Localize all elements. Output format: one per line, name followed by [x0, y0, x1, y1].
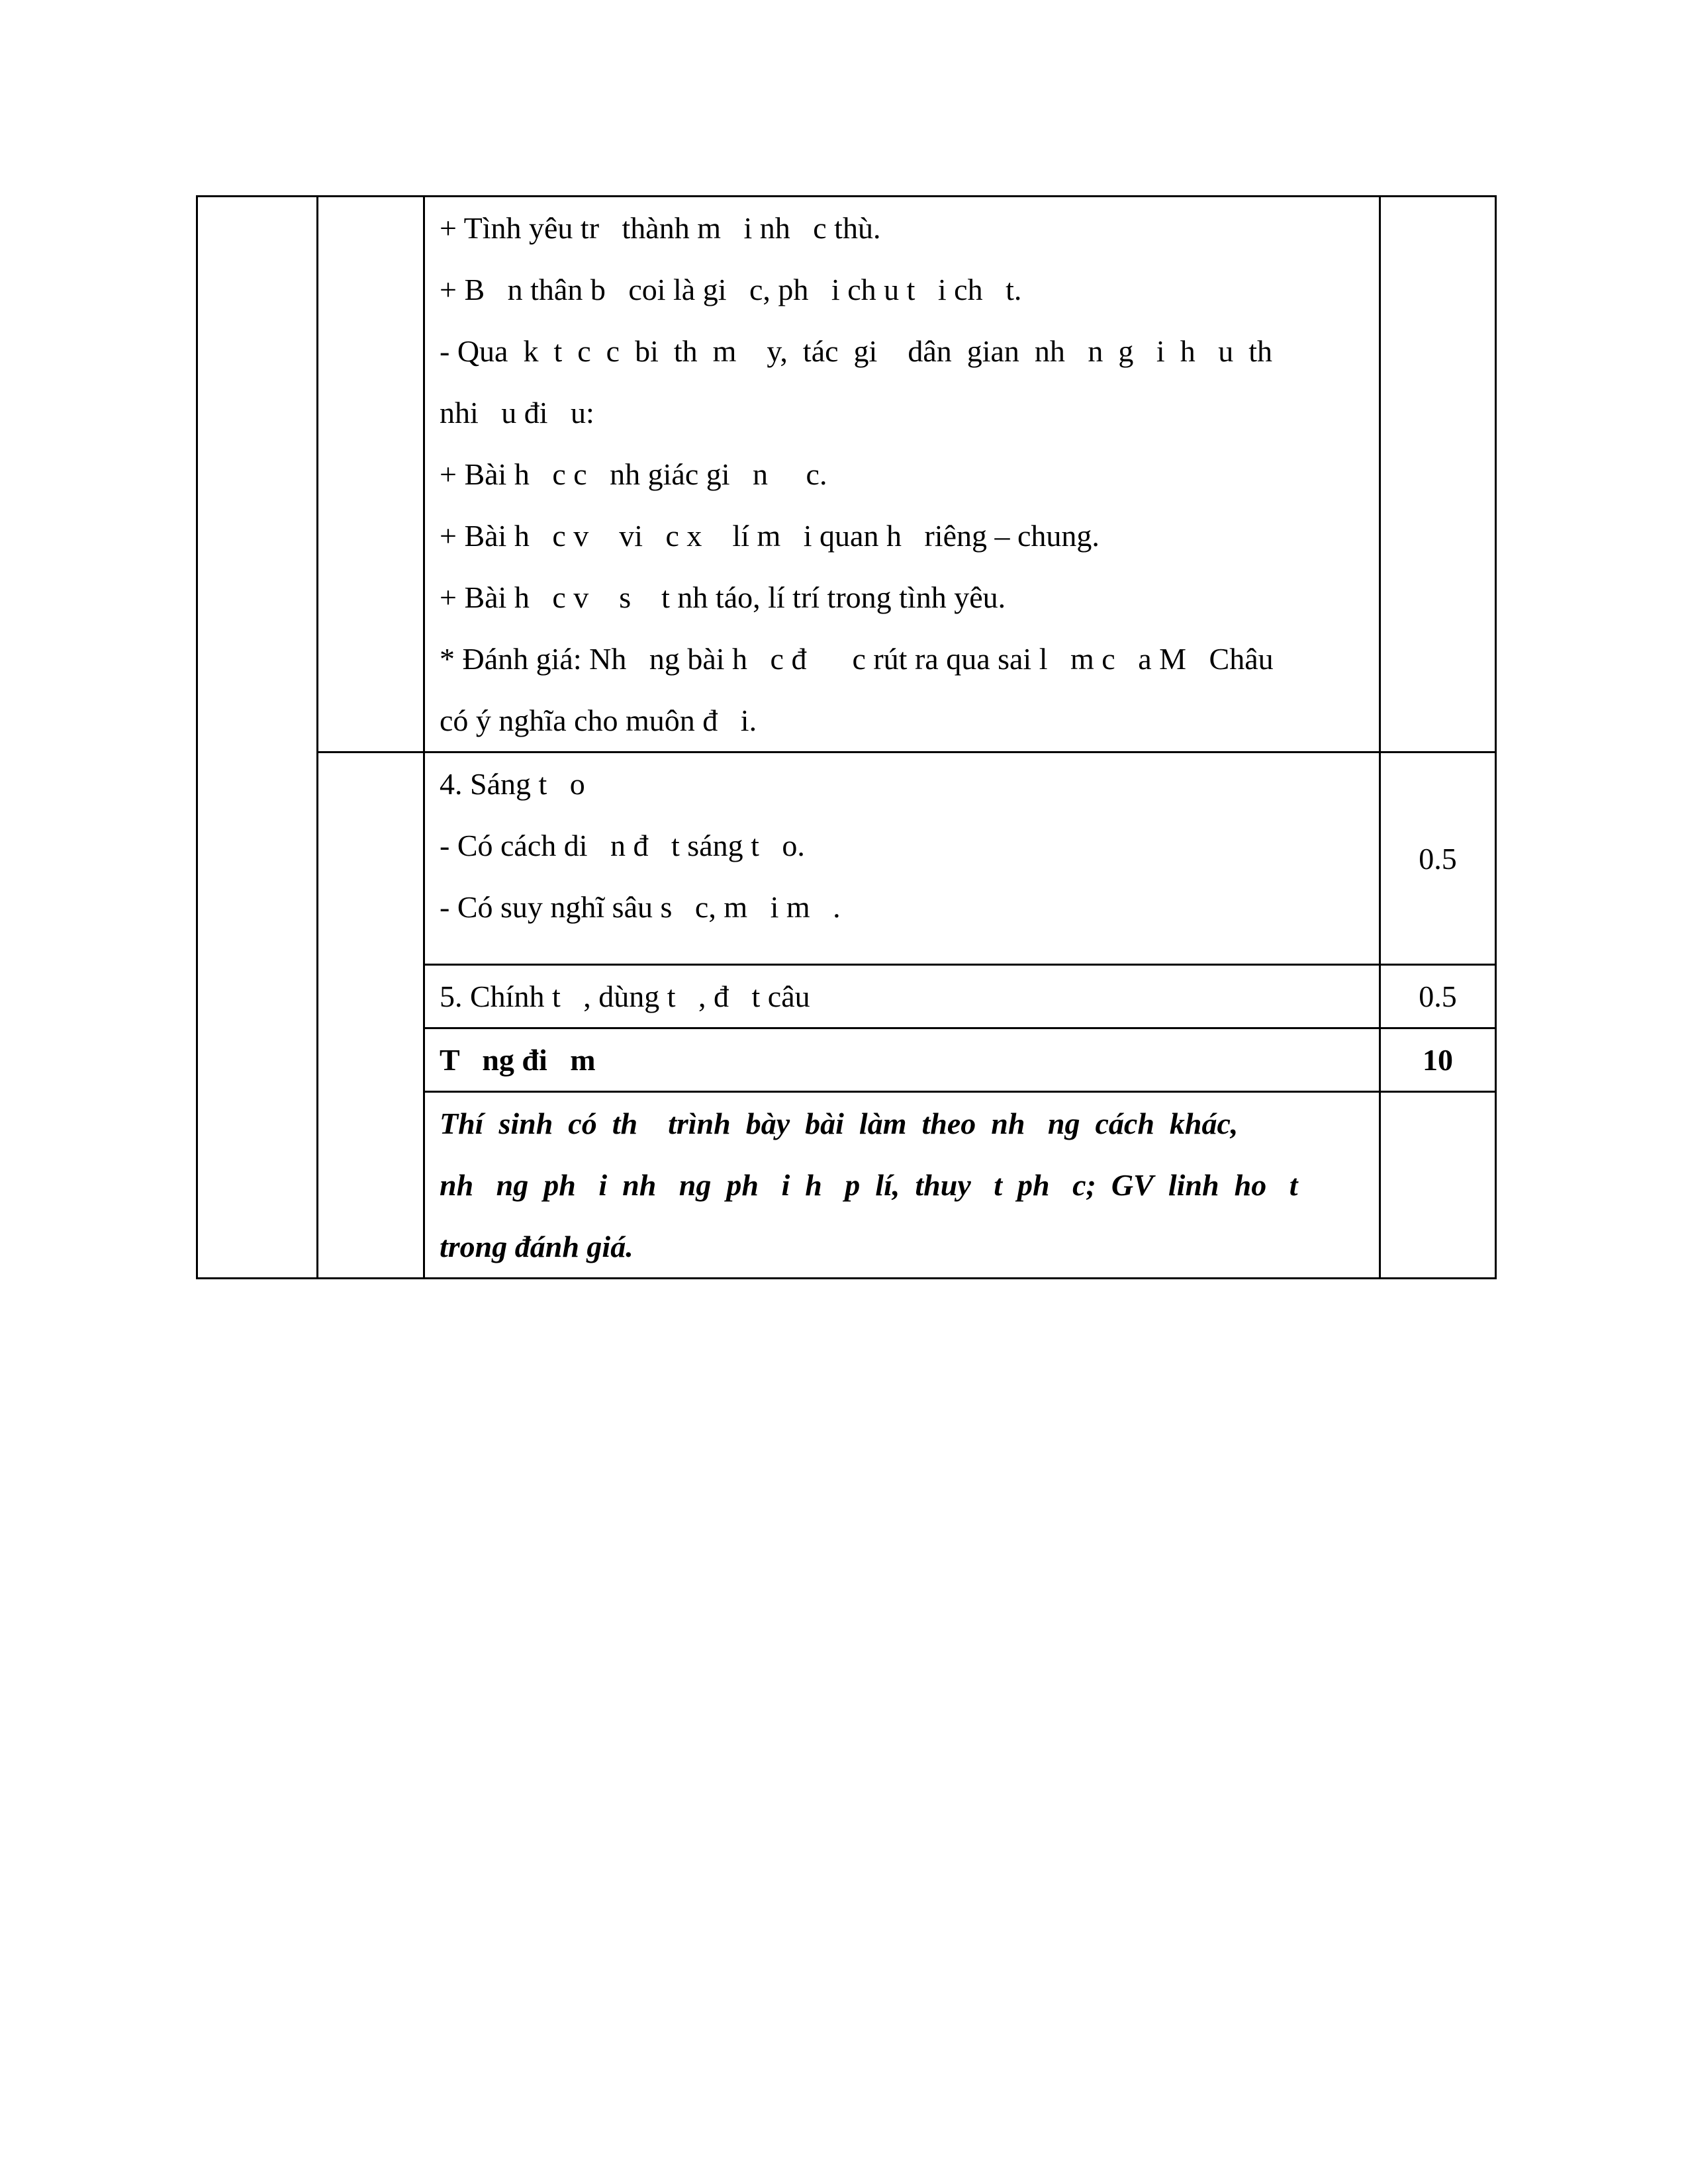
- lessons-score-cell: [1380, 197, 1496, 752]
- lesson-line: nhi u đi u:: [440, 396, 594, 430]
- total-label: T ng đi m: [440, 1043, 596, 1077]
- lesson-line: + Bài h c v vi c x lí m i quan h riêng – chung.: [440, 519, 1100, 553]
- lesson-line: - Qua k t c c bi th m y, tác gi dân gian nh n g i h u th: [440, 334, 1272, 368]
- creativity-content-cell: [424, 752, 1380, 965]
- table-row-creativity: [197, 752, 1496, 965]
- total-label-cell: [424, 1028, 1380, 1092]
- lesson-line: + B n thân b coi là gi c, ph i ch u t i ch t.: [440, 273, 1022, 306]
- note-content-cell: [424, 1092, 1380, 1279]
- lesson-line: + Tình yêu tr thành m i nh c thù.: [440, 211, 881, 245]
- total-score: 10: [1380, 1028, 1496, 1092]
- note-line: trong đánh giá.: [440, 1230, 633, 1263]
- spelling-score: 0.5: [1380, 965, 1496, 1028]
- lesson-line: + Bài h c v s t nh táo, lí trí trong tình yêu.: [440, 580, 1006, 614]
- note-score-cell: [1380, 1092, 1496, 1279]
- creativity-line: - Có suy nghĩ sâu s c, m i m .: [440, 890, 841, 924]
- note-line: nh ng ph i nh ng ph i h p lí, thuy t ph c; GV linh ho t: [440, 1168, 1298, 1202]
- lesson-line: * Đánh giá: Nh ng bài h c đ c rút ra qua sai l m c a M Châu: [440, 642, 1274, 676]
- second-column-cell: [318, 752, 424, 1279]
- second-column-cell: [318, 197, 424, 752]
- lesson-line: + Bài h c c nh giác gi n c.: [440, 457, 827, 491]
- lesson-line: có ý nghĩa cho muôn đ i.: [440, 704, 757, 737]
- table-row-lessons: [197, 197, 1496, 752]
- creativity-heading: 4. Sáng t o: [440, 767, 585, 801]
- lessons-content-cell: [424, 197, 1380, 752]
- spelling-content-cell: [424, 965, 1380, 1028]
- note-line: Thí sinh có th trình bày bài làm theo nh ng cách khác,: [440, 1107, 1239, 1140]
- first-column-cell: [197, 197, 318, 1279]
- spelling-label: 5. Chính t , dùng t , đ t câu: [440, 979, 810, 1013]
- rubric-table: [196, 195, 1497, 1279]
- creativity-line: - Có cách di n đ t sáng t o.: [440, 829, 805, 862]
- creativity-score: 0.5: [1380, 752, 1496, 965]
